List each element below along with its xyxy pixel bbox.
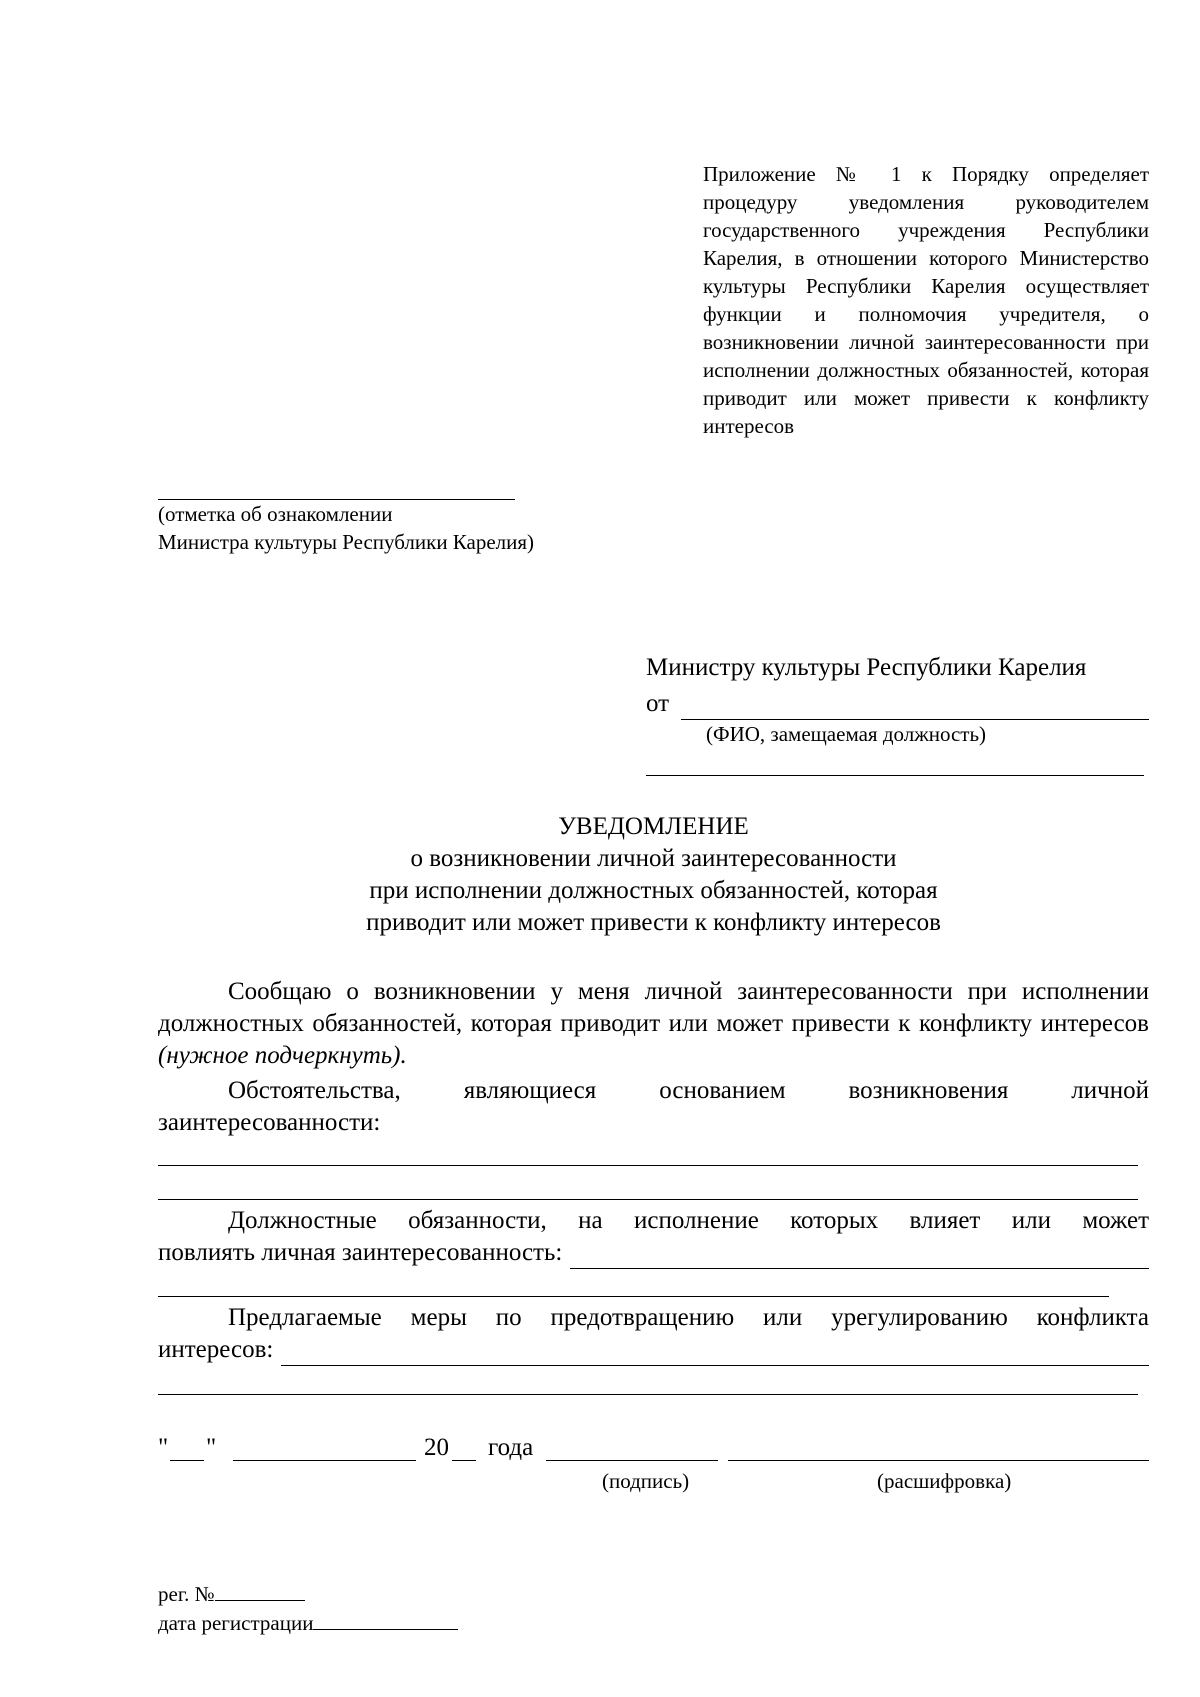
paragraph-measures (158, 1302, 1149, 1366)
measures-fill-line (281, 1341, 1149, 1366)
signature-caption: (подпись) (602, 1469, 690, 1493)
notice-heading (158, 811, 1149, 939)
registration-number (158, 1580, 305, 1608)
measures-line-extra (158, 1394, 1138, 1395)
notice-subtitle-line-1: о возникновении личной заинтересованности (410, 845, 897, 872)
acknowledgement-line-2: Министра культуры Республики Карелия) (158, 530, 535, 554)
from-label: от (646, 690, 670, 717)
notice-title: УВЕДОМЛЕНИЕ (558, 813, 749, 840)
decoding-caption: (расшифровка) (877, 1469, 1012, 1493)
reg-number-line (215, 1582, 305, 1601)
decoding-line (728, 1460, 1149, 1461)
paragraph-measures-line-2 (158, 1334, 1149, 1366)
acknowledgement-line-1: (отметка об ознакомлении (158, 502, 393, 526)
acknowledgement-note (158, 500, 534, 556)
paragraph-duties-line-2 (158, 1237, 1149, 1269)
addressee-second-line (646, 775, 1144, 776)
paragraph-duties-label: повлиять личная заинтересованность: (158, 1239, 563, 1266)
day-line (170, 1460, 204, 1461)
addressee-title: Министру культуры Республики Карелия (646, 654, 1087, 681)
registration-date (158, 1609, 458, 1637)
reg-date-line (313, 1611, 458, 1630)
quote-open: " (158, 1434, 169, 1461)
signature-line (546, 1460, 718, 1461)
year-suffix: года (488, 1434, 534, 1461)
quote-close: " (206, 1434, 217, 1461)
from-fill-line (681, 695, 1149, 720)
month-line (233, 1460, 416, 1461)
paragraph-report-text: Сообщаю о возникновении у меня личной заинтересованности при исполнении должностных обязанностей, которая приводит или может привести к конфликту интересов (158, 978, 1149, 1037)
notice-subtitle-line-3: приводит или может привести к конфликту интересов (366, 909, 941, 936)
year-line (452, 1460, 476, 1461)
paragraph-circumstances: Обстоятельства, являющиеся основанием возникновения личной заинтересованности: (158, 1077, 1149, 1136)
paragraph-measures-line-1: Предлагаемые меры по предотвращению или урегулированию конфликта (228, 1304, 1149, 1331)
duties-line-extra (158, 1296, 1109, 1297)
reg-number-label: рег. № (158, 1582, 215, 1606)
notice-subtitle-line-2: при исполнении должностных обязанностей, которая (369, 877, 938, 904)
circumstances-line-2 (158, 1199, 1138, 1200)
fio-caption: (ФИО, замещаемая должность) (706, 722, 987, 746)
circumstances-line-1 (158, 1165, 1138, 1166)
duties-fill-line (570, 1244, 1149, 1269)
annex-text: Приложение № 1 к Порядку определяет процедуру уведомления руководителем государственного учреждения Республики Карелия, в отношении которого Министерство культуры Республики Карелия осуществляет функции и полномочия учредителя, о возникновении личной заинтересованности при исполнении должностных обязанностей, которая приводит или может привести к конфликту интересов (703, 162, 1149, 438)
year-prefix: 20 (424, 1434, 449, 1461)
paragraph-measures-label: интересов: (158, 1336, 274, 1363)
paragraph-report-note: (нужное подчеркнуть). (158, 1042, 407, 1069)
reg-date-label: дата регистрации (158, 1611, 314, 1635)
paragraph-duties-line-1: Должностные обязанности, на исполнение которых влияет или может (228, 1207, 1149, 1234)
paragraph-duties (158, 1205, 1149, 1269)
paragraph-report (158, 976, 1149, 1072)
from-row (646, 688, 1149, 720)
